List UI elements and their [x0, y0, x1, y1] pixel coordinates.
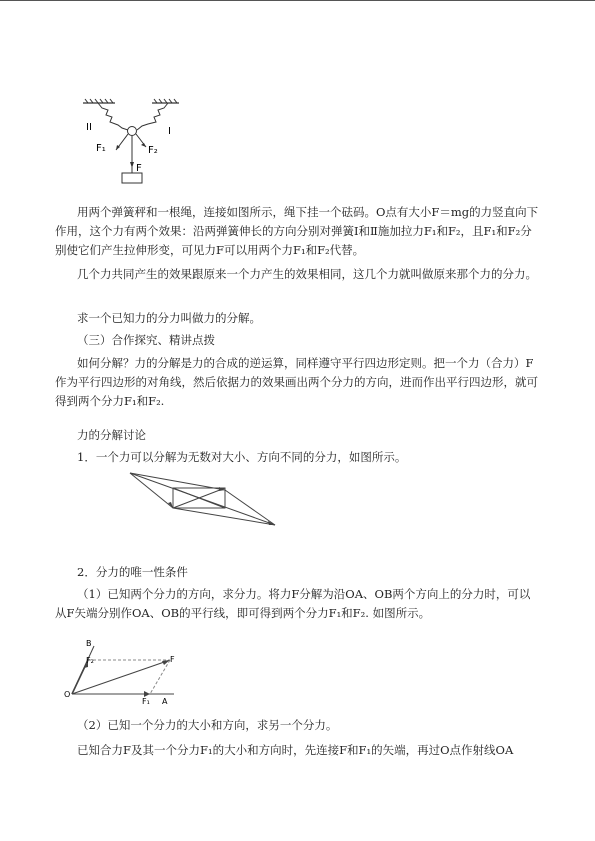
label-spring-II: II — [86, 122, 92, 133]
paragraph-resultant-and-component: 已知合力F及其一个分力F₁的大小和方向时，先连接F和F₁的矢端，再过O点作射线OA — [77, 743, 514, 757]
top-border-line — [0, 0, 595, 1]
paragraph-decomposition-definition: 求一个已知力的分力叫做力的分解。 — [77, 311, 261, 325]
multiple-decomposition-figure — [125, 470, 280, 530]
label-F2: F₂ — [148, 145, 158, 156]
paragraph-component-force-definition: 几个力共同产生的效果跟原来一个力产生的效果相同，这几个力就叫做原来那个力的分力。 — [77, 267, 537, 281]
section-heading-cooperation: （三）合作探究、精讲点拨 — [77, 333, 215, 347]
label-A: A — [162, 697, 168, 706]
paragraph-spring-experiment: 用两个弹簧秤和一根绳，连接如图所示，绳下挂一个砝码。O点有大小F＝mg的力竖直向下作用，这个力有两个效果：沿两弹簧伸长的方向分别对弹簧Ⅰ和Ⅱ施加拉力F₁和F₂，且F₁和F₂分别使它们产生拉伸形变，可见力F可以用两个力F₁和F₂代替。 — [55, 205, 539, 257]
paragraph-how-to-decompose: 如何分解？力的分解是力的合成的逆运算，同样遵守平行四边形定则。把一个力（合力）F作为平行四边形的对角线，然后依据力的效果画出两个分力的方向，进而作出平行四边形，就可得到两个分力F₁和F₂. — [55, 356, 538, 408]
label-spring-I: I — [168, 126, 171, 137]
label-F: F — [136, 163, 142, 174]
label-F1-fig3: F₁ — [142, 697, 150, 706]
spring-weight-figure — [80, 98, 180, 188]
item-2-uniqueness-conditions: 2．分力的唯一性条件 — [77, 565, 188, 579]
parallelogram-OAB-figure — [64, 638, 194, 706]
paragraph-known-one-component: （2）已知一个分力的大小和方向，求另一个分力。 — [77, 718, 338, 732]
label-F-fig3: F — [170, 655, 175, 664]
label-B: B — [86, 639, 92, 648]
paragraph-known-directions: （1）已知两个分力的方向，求分力。将力F分解为沿OA、OB两个方向上的分力时，可以从F矢端分别作OA、OB的平行线，即可得到两个分力F₁和F₂. 如图所示。 — [55, 587, 531, 620]
heading-decomposition-discussion: 力的分解讨论 — [77, 428, 146, 442]
item-1-infinite-decompositions: 1．一个力可以分解为无数对大小、方向不同的分力，如图所示。 — [77, 450, 407, 464]
label-O: O — [64, 690, 71, 699]
label-F2-fig3: F₂ — [86, 656, 94, 665]
label-F1: F₁ — [96, 143, 106, 154]
